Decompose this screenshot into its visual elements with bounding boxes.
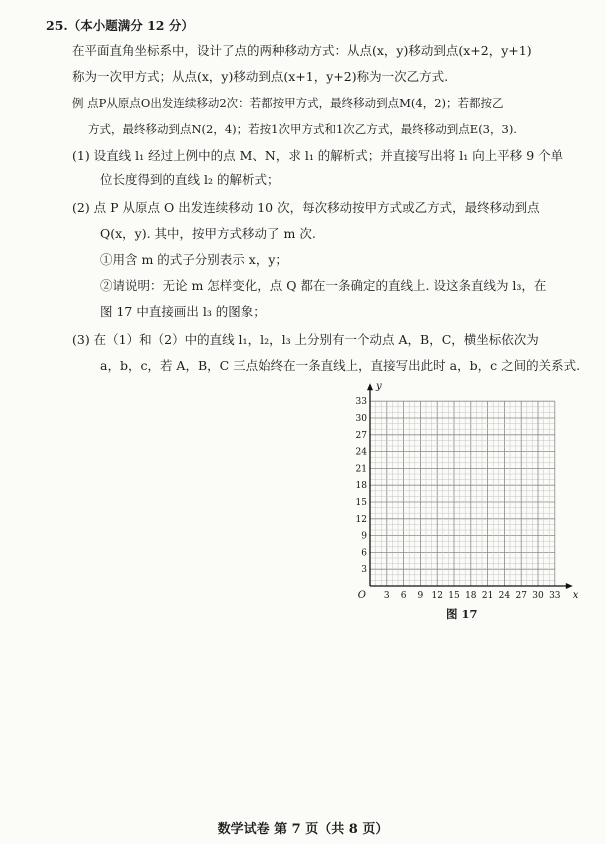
x-tick-label: 3 (383, 591, 390, 601)
x-tick-label: 21 (481, 591, 494, 601)
part2-sub2-line-1: ②请说明：无论 m 怎样变化，点 Q 都在一条确定的直线上. 设这条直线为 l₃，在 (100, 278, 547, 293)
part1-line-1: (1) 设直线 l₁ 经过上例中的点 M、N，求 l₁ 的解析式；并直接写出将 l₁ 向上平移 9 个单 (72, 148, 564, 163)
figure-caption: 图 17 (446, 607, 478, 621)
example-line-2: 方式，最终移动到点N(2，4)；若按1次甲方式和1次乙方式，最终移动到点E(3，3). (88, 122, 517, 136)
part2-sub2-line-2: 图 17 中直接画出 l₃ 的图象； (100, 304, 266, 319)
part3-line-2: a，b，c，若 A，B，C 三点始终在一条直线上，直接写出此时 a，b，c 之间的关系式. (100, 358, 581, 373)
y-tick-label: 21 (355, 464, 367, 475)
x-tick-label: 9 (417, 591, 424, 601)
x-tick-label: 12 (431, 591, 443, 601)
y-tick-label: 9 (361, 531, 367, 542)
question-title: 25.（本小题满分 12 分） (46, 18, 194, 33)
y-tick-label: 27 (355, 430, 367, 441)
y-tick-label: 3 (361, 565, 367, 576)
y-tick-label: 6 (361, 548, 367, 559)
x-tick-label: 24 (498, 591, 511, 601)
part2-line-2: Q(x，y). 其中，按甲方式移动了 m 次. (100, 226, 316, 241)
part3-line-1: (3) 在（1）和（2）中的直线 l₁，l₂，l₃ 上分别有一个动点 A，B，C，横坐标依次为 (72, 332, 539, 347)
intro-line-1: 在平面直角坐标系中，设计了点的两种移动方式：从点(x，y)移动到点(x+2，y+1) (72, 43, 532, 58)
y-tick-label: 24 (355, 447, 367, 458)
y-axis-arrow (367, 383, 373, 390)
part1-line-2: 位长度得到的直线 l₂ 的解析式； (100, 172, 280, 187)
y-axis-label: y (376, 381, 382, 393)
x-axis-arrow (566, 583, 573, 589)
y-tick-label: 30 (355, 414, 367, 424)
part2-sub1: ①用含 m 的式子分别表示 x，y； (100, 252, 288, 267)
x-tick-label: 33 (549, 591, 561, 601)
part2-line-1: (2) 点 P 从原点 O 出发连续移动 10 次，每次移动按甲方式或乙方式，最终移动到点 (72, 200, 540, 215)
y-tick-label: 18 (355, 481, 367, 492)
intro-line-2: 称为一次甲方式；从点(x，y)移动到点(x+1，y+2)称为一次乙方式. (72, 69, 449, 84)
coordinate-grid-figure (350, 381, 580, 604)
x-tick-label: 27 (515, 591, 527, 601)
page-footer: 数学试卷 第 7 页（共 8 页） (217, 822, 389, 837)
x-tick-label: 30 (532, 591, 544, 601)
x-tick-label: 15 (448, 591, 460, 601)
x-tick-label: 6 (400, 591, 407, 601)
y-tick-label: 33 (355, 397, 367, 408)
y-tick-label: 15 (355, 498, 367, 508)
y-tick-label: 12 (355, 514, 367, 525)
example-line-1: 例 点P从原点O出发连续移动2次：若都按甲方式，最终移动到点M(4，2)；若都按乙 (72, 96, 504, 110)
origin-label: O (357, 590, 366, 601)
x-axis-label: x (572, 590, 579, 601)
x-tick-label: 18 (465, 591, 477, 601)
